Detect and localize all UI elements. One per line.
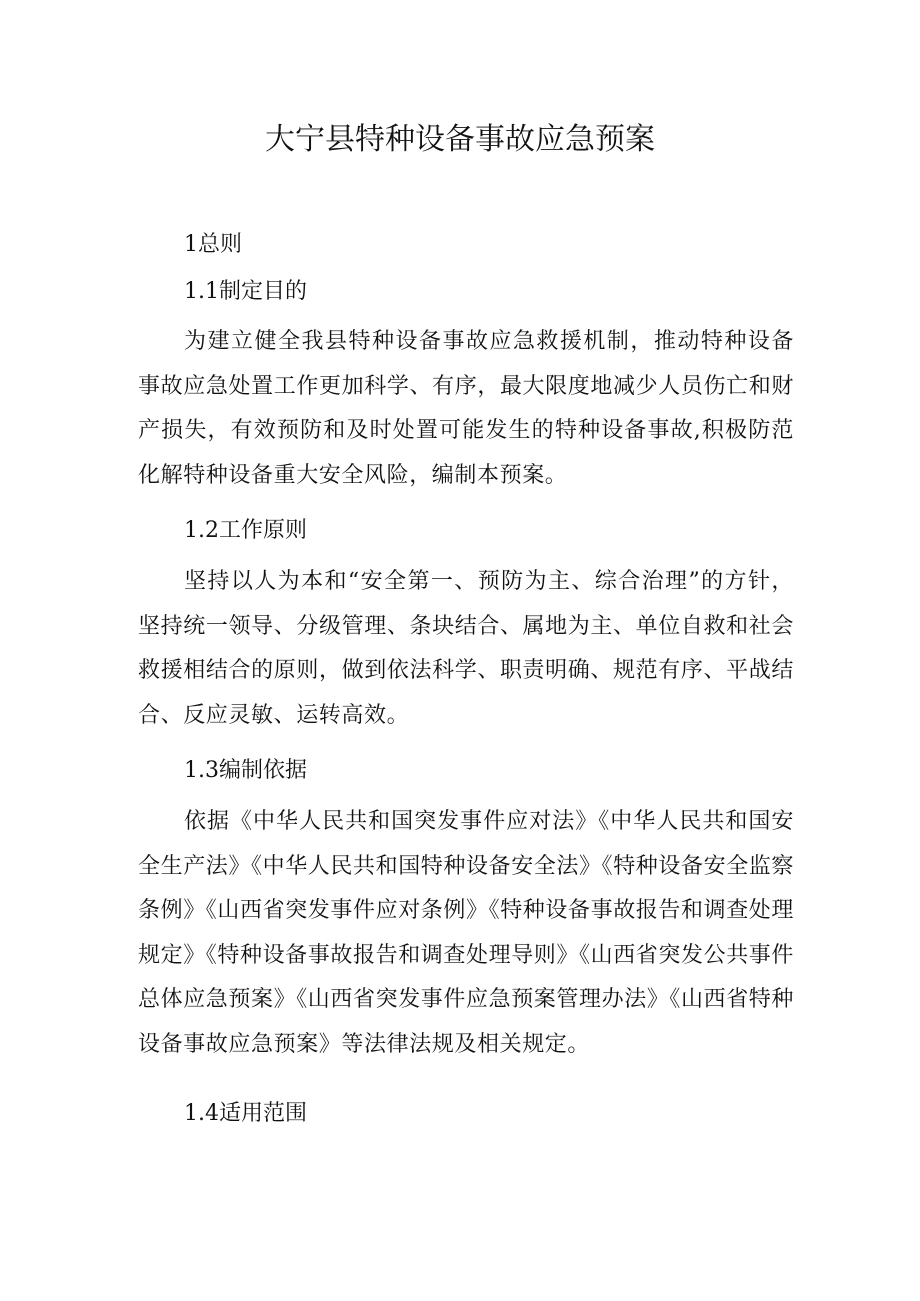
paragraph-basis: 依据《中华人民共和国突发事件应对法》《中华人民共和国安全生产法》《中华人民共和国特种设备安全法》《特种设备安全监察条例》《山西省突发事件应对条例》《特种设备事故报告和调查处理规定》《特种设备事故报告和调查处理导则》《山西省突发公共事件总体应急预案》《山西省突发事件应急预案管理办法》《山西省特种设备事故应急预案》等法律法规及相关规定。 [138,809,795,1057]
section-heading-scope: 1.4适用范围 [184,1101,307,1126]
section-heading-general: 1总则 [184,232,242,257]
section-heading-purpose: 1.1制定目的 [184,279,307,304]
section-heading-basis: 1.3编制依据 [184,758,307,783]
section-heading-principles: 1.2工作原则 [184,518,307,543]
document-title: 大宁县特种设备事故应急预案 [265,122,655,157]
paragraph-principles: 坚持以人为本和“安全第一、预防为主、综合治理”的方针，坚持统一领导、分级管理、条块结合、属地为主、单位自救和社会救援相结合的原则，做到依法科学、职责明确、规范有序、平战结合、反应灵敏、运转高效。 [138,569,794,728]
paragraph-purpose: 为建立健全我县特种设备事故应急救援机制，推动特种设备事故应急处置工作更加科学、有序，最大限度地减少人员伤亡和财产损失，有效预防和及时处置可能发生的特种设备事故,积极防范化解特种设备重大安全风险，编制本预案。 [138,329,794,488]
